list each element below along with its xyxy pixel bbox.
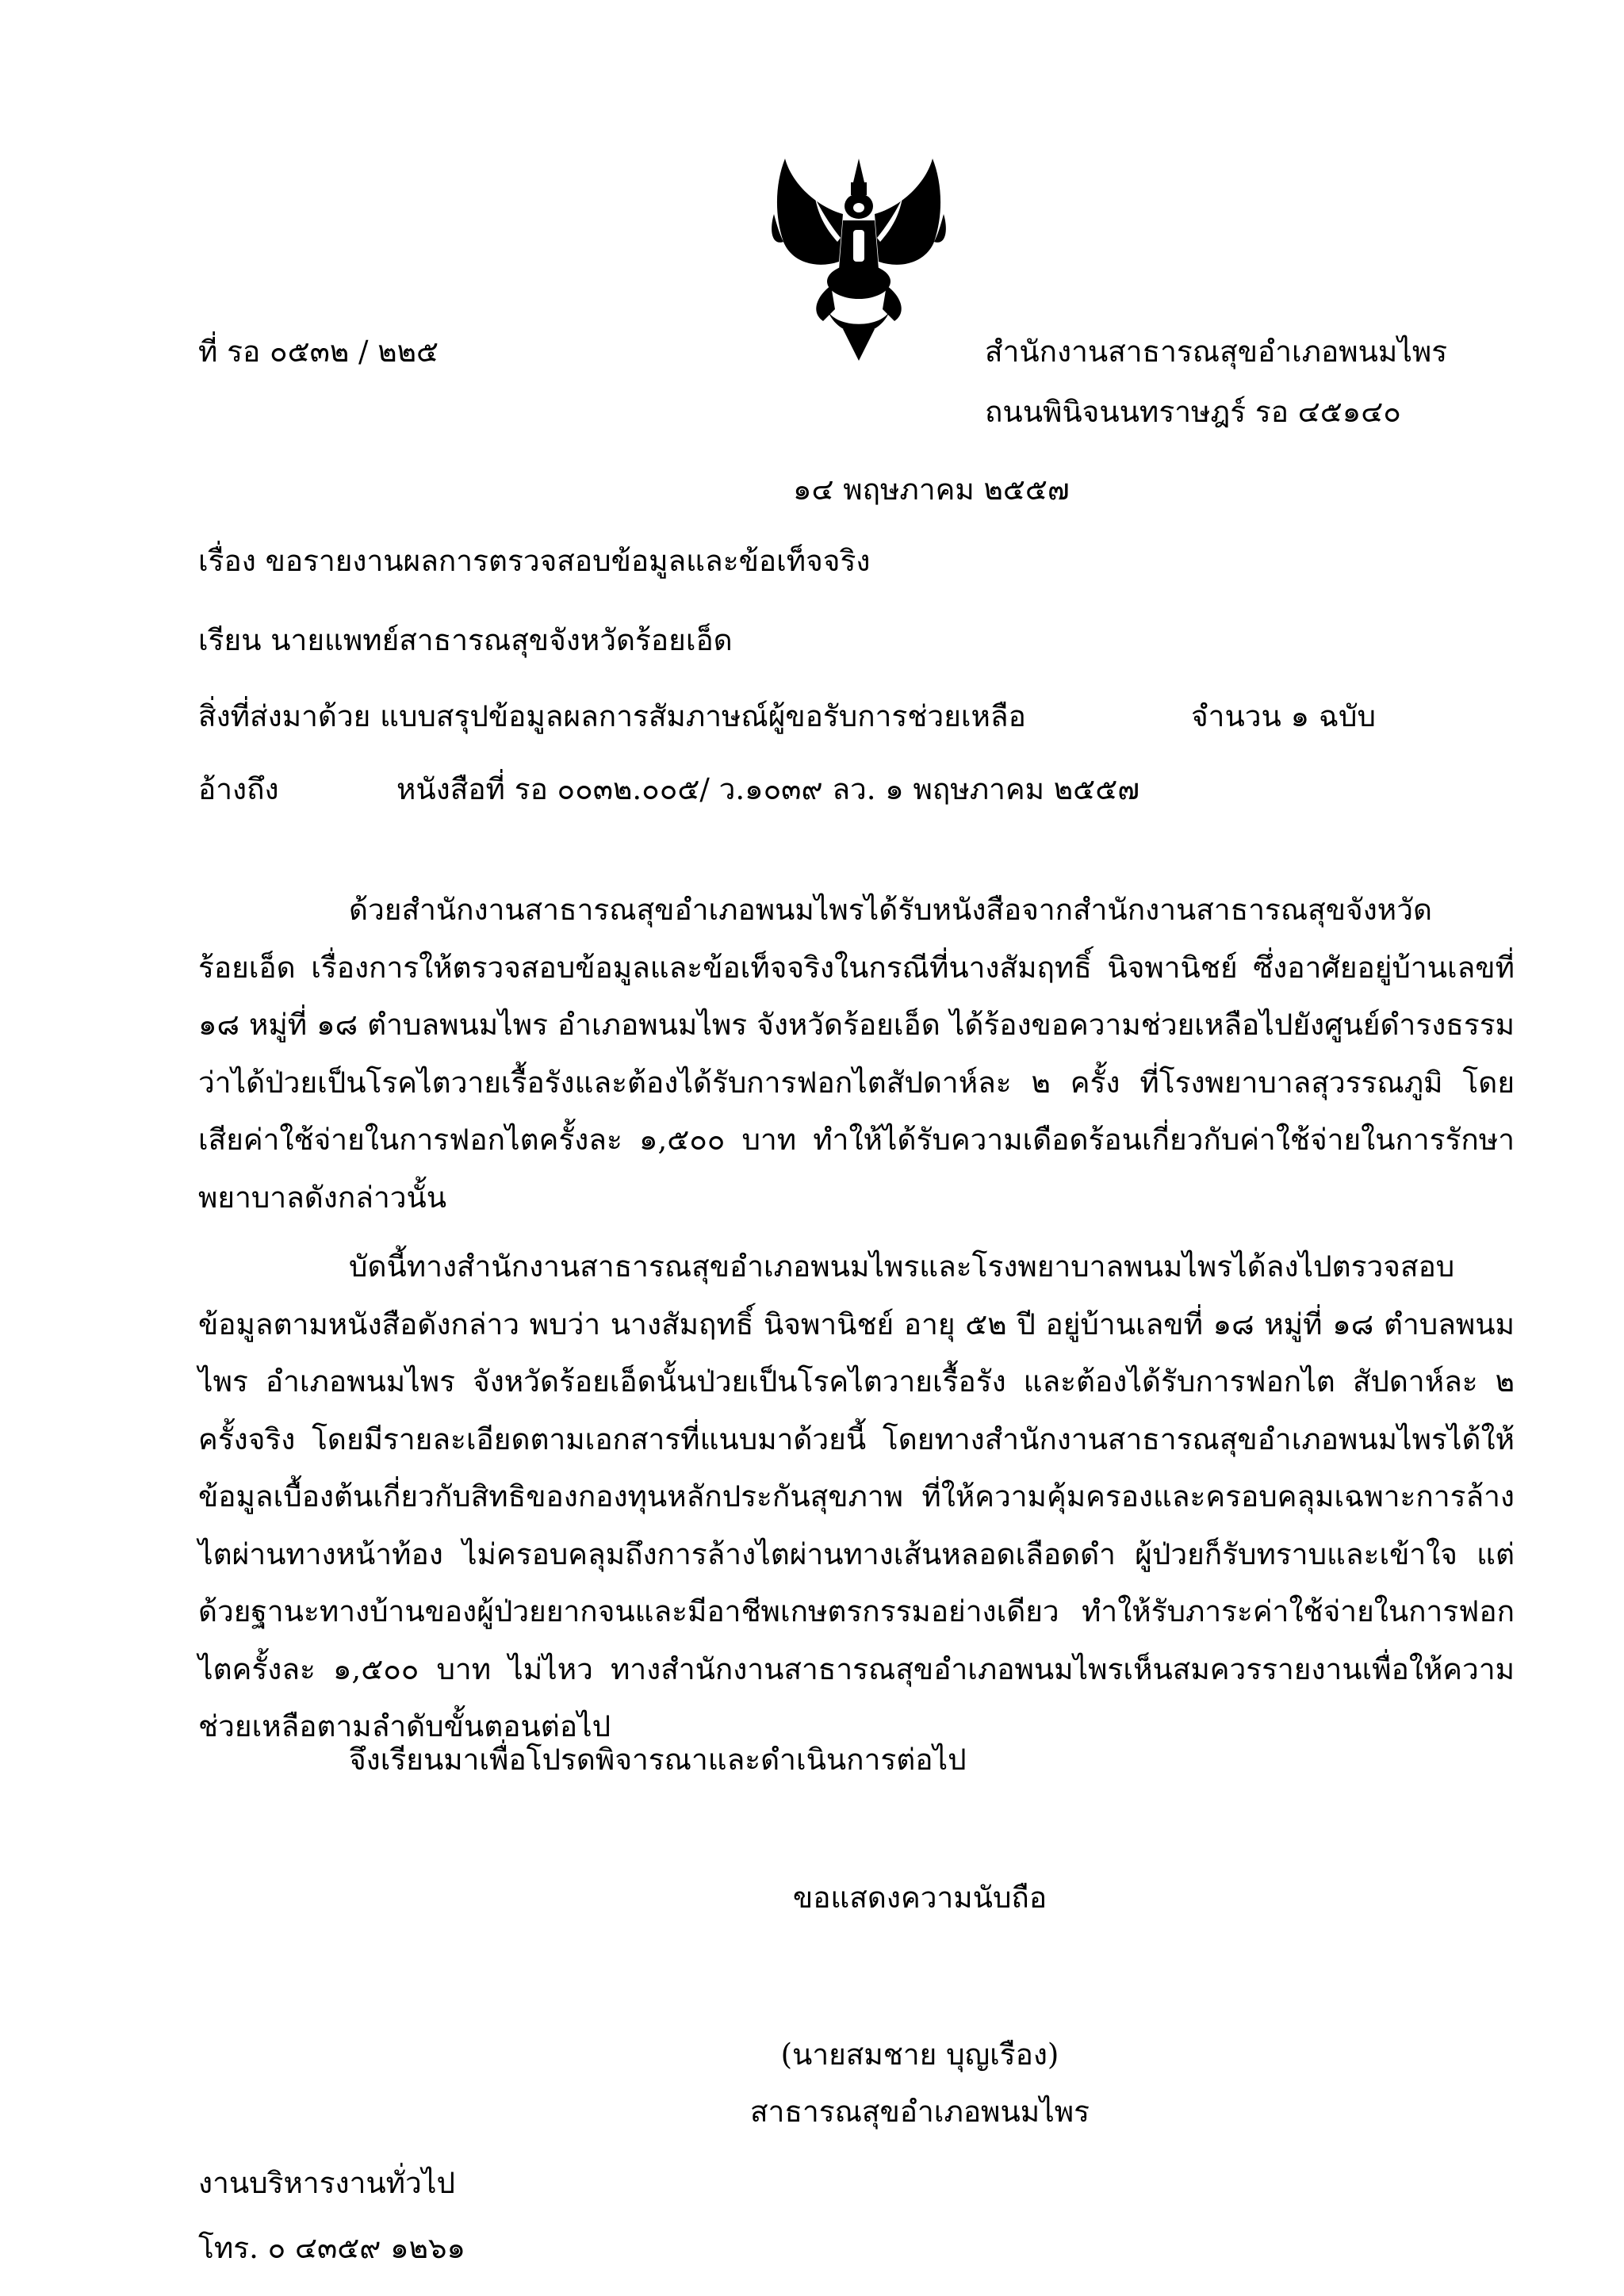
signatory-position: สาธารณสุขอำเภอพนมไพร	[750, 2095, 1090, 2129]
office-address: ถนนพินิจนนทราษฎร์ รอ ๔๕๑๔๐	[985, 395, 1401, 429]
garuda-emblem-icon	[768, 151, 950, 365]
footer-phone: โทร. ๐ ๔๓๕๙ ๑๒๖๑	[198, 2231, 466, 2265]
salutation: ขอแสดงความนับถือ	[792, 1881, 1048, 1915]
enclosure-line: สิ่งที่ส่งมาด้วย แบบสรุปข้อมูลผลการสัมภาษณ์ผู้ขอรับการช่วยเหลือ	[198, 699, 1026, 733]
closing-line: จึงเรียนมาเพื่อโปรดพิจารณาและดำเนินการต่อไป	[349, 1743, 967, 1777]
subject-line: เรื่อง ขอรายงานผลการตรวจสอบข้อมูลและข้อเท็จจริง	[198, 544, 871, 578]
footer-department: งานบริหารงานทั่วไป	[198, 2166, 455, 2200]
office-name: สำนักงานสาธารณสุขอำเภอพนมไพร	[985, 335, 1448, 369]
document-date: ๑๔ พฤษภาคม ๒๕๕๗	[793, 473, 1070, 507]
body-paragraph-2: บัดนี้ทางสำนักงานสาธารณสุขอำเภอพนมไพรและโรงพยาบาลพนมไพรได้ลงไปตรวจสอบข้อมูลตามหนังสือดังกล่าว พบว่า นางสัมฤทธิ์ นิจพานิชย์ อายุ ๕๒ ปี อยู่บ้านเลขที่ ๑๘ หมู่ที่ ๑๘ ตำบลพนมไพร อำเภอพนมไพร จังหวัดร้อยเอ็ดนั้นป่วยเป็นโรคไตวายเรื้อรัง และต้องได้รับการฟอกไต สัปดาห์ละ ๒ ครั้งจริง โดยมีรายละเอียดตามเอกสารที่แนบมาด้วยนี้ โดยทางสำนักงานสาธารณสุขอำเภอพนมไพรได้ให้ข้อมูลเบื้องต้นเกี่ยวกับสิทธิของกองทุนหลักประกันสุขภาพ ที่ให้ความคุ้มครองและครอบคลุมเฉพาะการล้างไตผ่านทางหน้าท้อง ไม่ครอบคลุมถึงการล้างไตผ่านทางเส้นหลอดเลือดดำ ผู้ป่วยก็รับทราบและเข้าใจ แต่ด้วยฐานะทางบ้านของผู้ป่วยยากจนและมีอาชีพเกษตรกรรมอย่างเดียว ทำให้รับภาระค่าใช้จ่ายในการฟอกไตครั้งละ ๑,๕๐๐ บาท ไม่ไหว ทางสำนักงานสาธารณสุขอำเภอพนมไพรเห็นสมควรรายงานเพื่อให้ความช่วยเหลือตามลำดับขั้นตอนต่อไป	[198, 1249, 1515, 1743]
recipient-line: เรียน นายแพทย์สาธารณสุขจังหวัดร้อยเอ็ด	[198, 623, 733, 657]
reference-line: หนังสือที่ รอ ๐๐๓๒.๐๐๕/ ว.๑๐๓๙ ลว. ๑ พฤษภาคม ๒๕๕๗	[396, 772, 1140, 806]
reference-label: อ้างถึง	[198, 772, 279, 806]
body-paragraph-1: ด้วยสำนักงานสาธารณสุขอำเภอพนมไพรได้รับหนังสือจากสำนักงานสาธารณสุขจังหวัดร้อยเอ็ด เรื่องการให้ตรวจสอบข้อมูลและข้อเท็จจริงในกรณีที่นางสัมฤทธิ์ นิจพานิชย์ ซึ่งอาศัยอยู่บ้านเลขที่ ๑๘ หมู่ที่ ๑๘ ตำบลพนมไพร อำเภอพนมไพร จังหวัดร้อยเอ็ด ได้ร้องขอความช่วยเหลือไปยังศูนย์ดำรงธรรมว่าได้ป่วยเป็นโรคไตวายเรื้อรังและต้องได้รับการฟอกไตสัปดาห์ละ ๒ ครั้ง ที่โรงพยาบาลสุวรรณภูมิ โดยเสียค่าใช้จ่ายในการฟอกไตครั้งละ ๑,๕๐๐ บาท ทำให้ได้รับความเดือดร้อนเกี่ยวกับค่าใช้จ่ายในการรักษาพยาบาลดังกล่าวนั้น	[198, 893, 1515, 1215]
document-number: ที่ รอ ๐๕๓๒ / ๒๒๕	[198, 335, 439, 369]
enclosure-count: จำนวน ๑ ฉบับ	[1191, 699, 1377, 733]
signatory-name: (นายสมชาย บุญเรือง)	[780, 2038, 1059, 2072]
